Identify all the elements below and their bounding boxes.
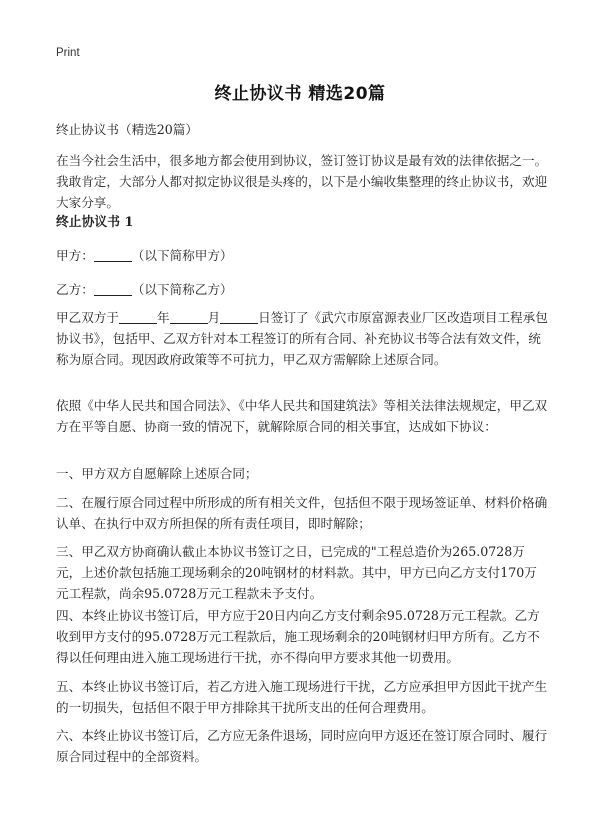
document-subtitle: 终止协议书（精选20篇）: [56, 122, 198, 137]
party-b-note: （以下简称乙方）: [131, 282, 233, 297]
agreement-paragraph-1: [56, 307, 548, 370]
party-b-label: 乙方：: [56, 282, 94, 297]
party-a-label: 甲方：: [56, 248, 94, 263]
clause-4: 四、本终止协议书签订后，甲方应于20日内向乙方支付剩余95.0728万元工程款。乙方收到甲方支付的95.0728万元工程款后，施工现场剩余的20吨钢材归甲方所有。乙方不得以任何理由进入施工现场进行干扰，亦不得向甲方要求其他一切费用。: [56, 608, 540, 665]
clause-2: 二、在履行原合同过程中所形成的所有相关文件，包括但不限于现场签证单、材料价格确认单、在执行中双方所担保的所有责任项目，即时解除；: [56, 495, 548, 531]
party-a-line: [56, 245, 548, 266]
party-b-blank: [94, 281, 132, 296]
clause-5: 五、本终止协议书签订后，若乙方进入施工现场进行干扰，乙方应承担甲方因此干扰产生的一切损失，包括但不限于甲方排除其干扰所支出的任何合理费用。: [56, 679, 548, 715]
p1-prefix: 甲乙双方于: [56, 310, 119, 325]
month-blank: [170, 309, 208, 324]
party-a-note: （以下简称甲方）: [131, 248, 233, 263]
agreement-paragraph-2: 依照《中华人民共和国合同法》、《中华人民共和国建筑法》等相关法律法规规定，甲乙双方在平等自愿、协商一致的情况下，就解除原合同的相关事宜，达成如下协议：: [56, 398, 548, 434]
party-a-blank: [94, 247, 132, 262]
p1-rest: 日签订了《武穴市原富源表业厂区改造项目工程承包协议书》，包括甲、乙双方针对本工程签订的所有合同、补充协议书等合法有效文件，统称为原合同。现因政府政策等不可抗力，甲乙双方需解除上述原合同。: [56, 310, 548, 367]
document-title: 终止协议书 精选20篇: [214, 84, 386, 104]
day-blank: [220, 309, 258, 324]
year-blank: [119, 309, 157, 324]
clause-3: 三、甲乙双方协商确认截止本协议书签订之日，已完成的"工程总造价为265.0728万元，上述价款包括施工现场剩余的20吨钢材的材料款。其中，甲方已向乙方支付170万元工程款，尚余95.0728万元工程款未予支付。: [56, 544, 537, 601]
print-link[interactable]: Print: [56, 47, 80, 59]
clause-6: 六、本终止协议书签订后，乙方应无条件退场，同时应向甲方返还在签订原合同时、履行原合同过程中的全部资料。: [56, 728, 548, 764]
p1-year: 年: [156, 310, 170, 325]
p1-month: 月: [207, 310, 221, 325]
intro-paragraph: 在当今社会生活中，很多地方都会使用到协议，签订签订协议是最有效的法律依据之一。我敢肯定，大部分人都对拟定协议很是头疼的，以下是小编收集整理的终止协议书，欢迎大家分享。: [56, 153, 548, 210]
section-heading: 终止协议书 1: [56, 215, 134, 230]
party-b-line: [56, 279, 548, 300]
clause-1: 一、甲方双方自愿解除上述原合同；: [56, 466, 258, 481]
